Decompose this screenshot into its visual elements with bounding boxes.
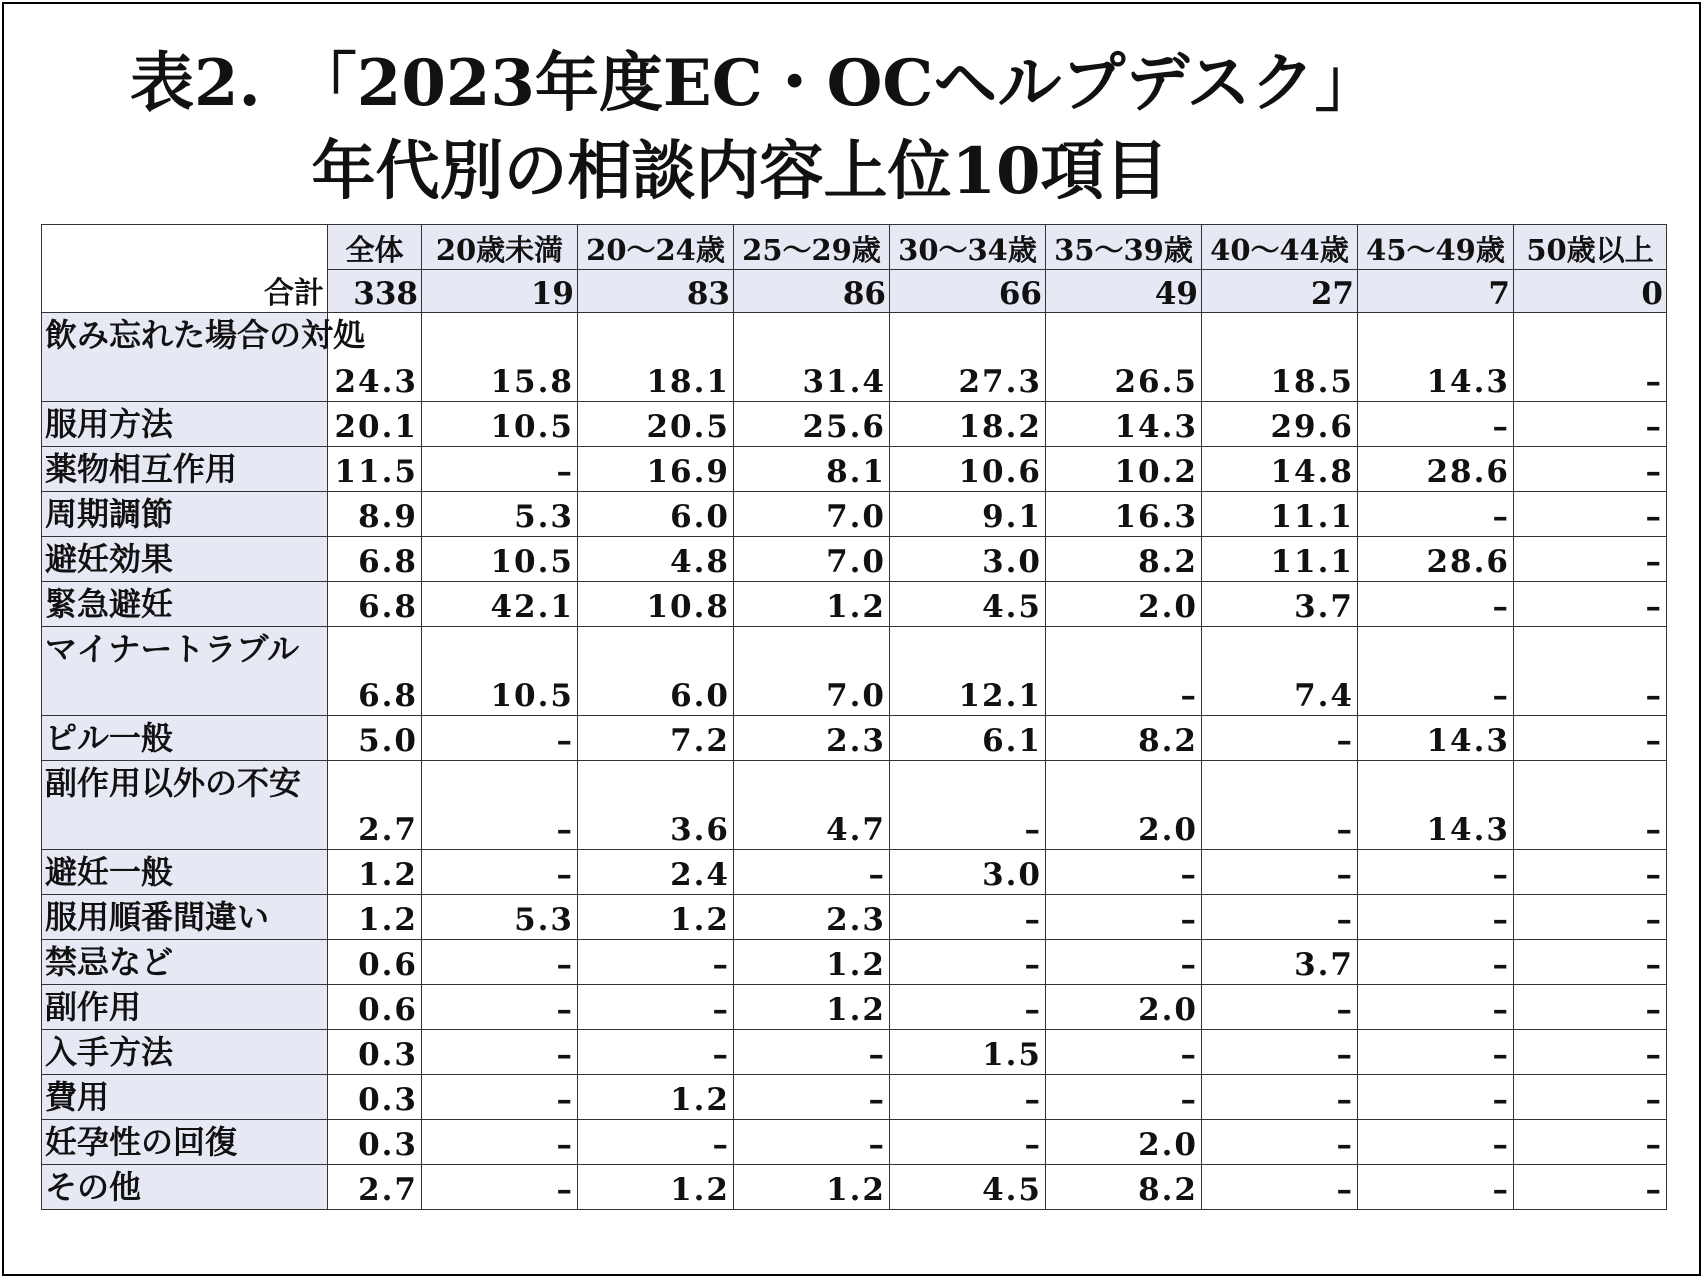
value-cell: –	[1358, 1120, 1514, 1165]
value-cell: 3.6	[578, 761, 734, 850]
value-cell: 2.3	[734, 716, 890, 761]
value-cell: –	[890, 1120, 1046, 1165]
value-cell: –	[422, 716, 578, 761]
table-row	[42, 313, 1667, 402]
value-cell: 1.2	[328, 895, 422, 940]
table-row	[42, 492, 1667, 537]
value-cell: –	[1358, 1030, 1514, 1075]
value-cell: 14.3	[1046, 402, 1202, 447]
row-label: 避妊一般	[42, 850, 328, 895]
value-cell: 5.3	[422, 895, 578, 940]
value-cell: –	[1202, 1120, 1358, 1165]
value-cell: 6.8	[328, 627, 422, 716]
value-cell: 2.7	[328, 1165, 422, 1210]
value-cell: –	[734, 1075, 890, 1120]
table-row	[42, 850, 1667, 895]
value-cell: –	[1358, 402, 1514, 447]
value-cell: –	[1358, 492, 1514, 537]
column-header: 30～34歳	[890, 225, 1046, 270]
table-row	[42, 940, 1667, 985]
value-cell: 1.2	[578, 1075, 734, 1120]
value-cell: 9.1	[890, 492, 1046, 537]
value-cell: 10.2	[1046, 447, 1202, 492]
value-cell: –	[890, 761, 1046, 850]
row-label: その他	[42, 1165, 328, 1210]
row-label: 副作用以外の不安	[42, 761, 328, 850]
value-cell: –	[422, 1120, 578, 1165]
value-cell: –	[1514, 1120, 1667, 1165]
value-cell: –	[1046, 940, 1202, 985]
value-cell: 2.3	[734, 895, 890, 940]
table-row	[42, 537, 1667, 582]
total-count: 7	[1358, 270, 1514, 313]
table-row	[42, 895, 1667, 940]
value-cell: 3.7	[1202, 582, 1358, 627]
title-line-2: 年代別の相談内容上位10項目	[311, 134, 1169, 209]
row-label: 入手方法	[42, 1030, 328, 1075]
value-cell: –	[1358, 627, 1514, 716]
value-cell: 11.1	[1202, 492, 1358, 537]
table-row	[42, 627, 1667, 716]
value-cell: –	[422, 985, 578, 1030]
value-cell: –	[1514, 537, 1667, 582]
row-label: 費用	[42, 1075, 328, 1120]
value-cell: 7.4	[1202, 627, 1358, 716]
value-cell: –	[578, 1120, 734, 1165]
value-cell: –	[578, 940, 734, 985]
row-label: 周期調節	[42, 492, 328, 537]
value-cell: 5.3	[422, 492, 578, 537]
value-cell: 1.2	[578, 895, 734, 940]
value-cell: –	[1202, 1075, 1358, 1120]
value-cell: 4.5	[890, 582, 1046, 627]
value-cell: –	[1202, 985, 1358, 1030]
total-count: 0	[1514, 270, 1667, 313]
value-cell: –	[890, 895, 1046, 940]
value-cell: –	[422, 447, 578, 492]
value-cell: 8.9	[328, 492, 422, 537]
table-row	[42, 1030, 1667, 1075]
value-cell: 10.8	[578, 582, 734, 627]
value-cell: 28.6	[1358, 537, 1514, 582]
value-cell: 6.1	[890, 716, 1046, 761]
value-cell: –	[1358, 895, 1514, 940]
value-cell: –	[734, 1120, 890, 1165]
value-cell: 7.0	[734, 492, 890, 537]
value-cell: –	[1046, 1030, 1202, 1075]
table-row	[42, 1120, 1667, 1165]
total-label-cell	[42, 225, 328, 313]
header-row-age-groups	[42, 225, 1667, 270]
value-cell: 2.0	[1046, 1120, 1202, 1165]
column-header: 20～24歳	[578, 225, 734, 270]
value-cell: –	[1514, 313, 1667, 402]
value-cell: 1.2	[578, 1165, 734, 1210]
table-row	[42, 761, 1667, 850]
value-cell: –	[1514, 1075, 1667, 1120]
total-count: 338	[328, 270, 422, 313]
value-cell: –	[1046, 627, 1202, 716]
table-row	[42, 402, 1667, 447]
value-cell: 14.8	[1202, 447, 1358, 492]
value-cell: 5.0	[328, 716, 422, 761]
value-cell: –	[1514, 402, 1667, 447]
value-cell: –	[422, 940, 578, 985]
value-cell: 6.0	[578, 492, 734, 537]
table-row	[42, 1075, 1667, 1120]
value-cell: 0.3	[328, 1030, 422, 1075]
value-cell: 14.3	[1358, 716, 1514, 761]
value-cell: 11.5	[328, 447, 422, 492]
value-cell: –	[422, 1165, 578, 1210]
value-cell: 1.2	[734, 582, 890, 627]
value-cell: 7.0	[734, 537, 890, 582]
value-cell: 20.5	[578, 402, 734, 447]
value-cell: 0.6	[328, 985, 422, 1030]
value-cell: 7.0	[734, 627, 890, 716]
row-label: 飲み忘れた場合の対処	[42, 313, 328, 402]
value-cell: –	[1514, 492, 1667, 537]
value-cell: –	[1202, 850, 1358, 895]
total-count: 19	[422, 270, 578, 313]
row-label: 副作用	[42, 985, 328, 1030]
column-header: 50歳以上	[1514, 225, 1667, 270]
value-cell: –	[1514, 627, 1667, 716]
value-cell: –	[1358, 850, 1514, 895]
total-count: 83	[578, 270, 734, 313]
title-line-1: 表2. 「2023年度EC・OCヘルプデスク」	[130, 46, 1379, 121]
value-cell: 3.7	[1202, 940, 1358, 985]
value-cell: 11.1	[1202, 537, 1358, 582]
value-cell: 4.8	[578, 537, 734, 582]
value-cell: –	[1202, 761, 1358, 850]
value-cell: 0.3	[328, 1075, 422, 1120]
row-label: 避妊効果	[42, 537, 328, 582]
value-cell: –	[734, 1030, 890, 1075]
value-cell: 10.5	[422, 537, 578, 582]
row-label: 服用順番間違い	[42, 895, 328, 940]
value-cell: 18.1	[578, 313, 734, 402]
value-cell: –	[1514, 447, 1667, 492]
value-cell: –	[1514, 582, 1667, 627]
value-cell: 25.6	[734, 402, 890, 447]
value-cell: 4.7	[734, 761, 890, 850]
value-cell: 6.8	[328, 582, 422, 627]
value-cell: 1.2	[734, 985, 890, 1030]
value-cell: 26.5	[1046, 313, 1202, 402]
value-cell: 2.0	[1046, 985, 1202, 1030]
value-cell: 6.0	[578, 627, 734, 716]
value-cell: –	[578, 1030, 734, 1075]
value-cell: 24.3	[328, 313, 422, 402]
value-cell: –	[422, 850, 578, 895]
value-cell: –	[578, 985, 734, 1030]
value-cell: –	[1514, 761, 1667, 850]
value-cell: 14.3	[1358, 761, 1514, 850]
value-cell: –	[1046, 850, 1202, 895]
value-cell: –	[1514, 1165, 1667, 1210]
value-cell: –	[1514, 895, 1667, 940]
total-count: 86	[734, 270, 890, 313]
column-header: 全体	[328, 225, 422, 270]
value-cell: 18.5	[1202, 313, 1358, 402]
column-header: 25～29歳	[734, 225, 890, 270]
value-cell: 3.0	[890, 537, 1046, 582]
value-cell: 10.5	[422, 627, 578, 716]
table-row	[42, 985, 1667, 1030]
value-cell: 2.0	[1046, 582, 1202, 627]
value-cell: 42.1	[422, 582, 578, 627]
consultation-table	[41, 224, 1667, 1210]
value-cell: –	[1202, 716, 1358, 761]
table-row	[42, 716, 1667, 761]
value-cell: 15.8	[422, 313, 578, 402]
row-label: 緊急避妊	[42, 582, 328, 627]
value-cell: –	[1358, 1165, 1514, 1210]
value-cell: –	[1202, 1165, 1358, 1210]
value-cell: 12.1	[890, 627, 1046, 716]
row-label: 禁忌など	[42, 940, 328, 985]
value-cell: 31.4	[734, 313, 890, 402]
value-cell: 10.5	[422, 402, 578, 447]
value-cell: –	[890, 1075, 1046, 1120]
row-label: ピル一般	[42, 716, 328, 761]
value-cell: 18.2	[890, 402, 1046, 447]
value-cell: 6.8	[328, 537, 422, 582]
value-cell: 1.2	[328, 850, 422, 895]
value-cell: 16.3	[1046, 492, 1202, 537]
value-cell: 3.0	[890, 850, 1046, 895]
table-row	[42, 1165, 1667, 1210]
table-row	[42, 447, 1667, 492]
value-cell: –	[1046, 895, 1202, 940]
value-cell: –	[890, 940, 1046, 985]
row-label: 薬物相互作用	[42, 447, 328, 492]
column-header: 35～39歳	[1046, 225, 1202, 270]
value-cell: 14.3	[1358, 313, 1514, 402]
value-cell: –	[1514, 985, 1667, 1030]
row-label: 服用方法	[42, 402, 328, 447]
value-cell: –	[422, 761, 578, 850]
value-cell: –	[890, 985, 1046, 1030]
value-cell: 8.1	[734, 447, 890, 492]
value-cell: –	[422, 1030, 578, 1075]
value-cell: 10.6	[890, 447, 1046, 492]
value-cell: 29.6	[1202, 402, 1358, 447]
value-cell: 1.2	[734, 1165, 890, 1210]
total-count: 27	[1202, 270, 1358, 313]
value-cell: 8.2	[1046, 716, 1202, 761]
total-count: 49	[1046, 270, 1202, 313]
value-cell: –	[422, 1075, 578, 1120]
column-header: 20歳未満	[422, 225, 578, 270]
value-cell: 7.2	[578, 716, 734, 761]
total-label: 合計	[264, 276, 324, 311]
value-cell: –	[1358, 582, 1514, 627]
value-cell: 2.4	[578, 850, 734, 895]
value-cell: 27.3	[890, 313, 1046, 402]
value-cell: –	[1514, 940, 1667, 985]
row-label: 妊孕性の回復	[42, 1120, 328, 1165]
value-cell: 20.1	[328, 402, 422, 447]
value-cell: 28.6	[1358, 447, 1514, 492]
table-row	[42, 582, 1667, 627]
value-cell: –	[1358, 940, 1514, 985]
value-cell: 2.7	[328, 761, 422, 850]
value-cell: –	[1514, 716, 1667, 761]
value-cell: 16.9	[578, 447, 734, 492]
value-cell: 8.2	[1046, 537, 1202, 582]
total-count: 66	[890, 270, 1046, 313]
value-cell: –	[1358, 1075, 1514, 1120]
value-cell: 2.0	[1046, 761, 1202, 850]
value-cell: –	[1202, 1030, 1358, 1075]
column-header: 45～49歳	[1358, 225, 1514, 270]
value-cell: –	[1202, 895, 1358, 940]
value-cell: –	[1514, 1030, 1667, 1075]
value-cell: 0.6	[328, 940, 422, 985]
value-cell: 1.2	[734, 940, 890, 985]
value-cell: 1.5	[890, 1030, 1046, 1075]
column-header: 40～44歳	[1202, 225, 1358, 270]
value-cell: 4.5	[890, 1165, 1046, 1210]
value-cell: –	[1046, 1075, 1202, 1120]
value-cell: –	[734, 850, 890, 895]
value-cell: 8.2	[1046, 1165, 1202, 1210]
value-cell: –	[1514, 850, 1667, 895]
value-cell: –	[1358, 985, 1514, 1030]
row-label: マイナートラブル	[42, 627, 328, 716]
value-cell: 0.3	[328, 1120, 422, 1165]
